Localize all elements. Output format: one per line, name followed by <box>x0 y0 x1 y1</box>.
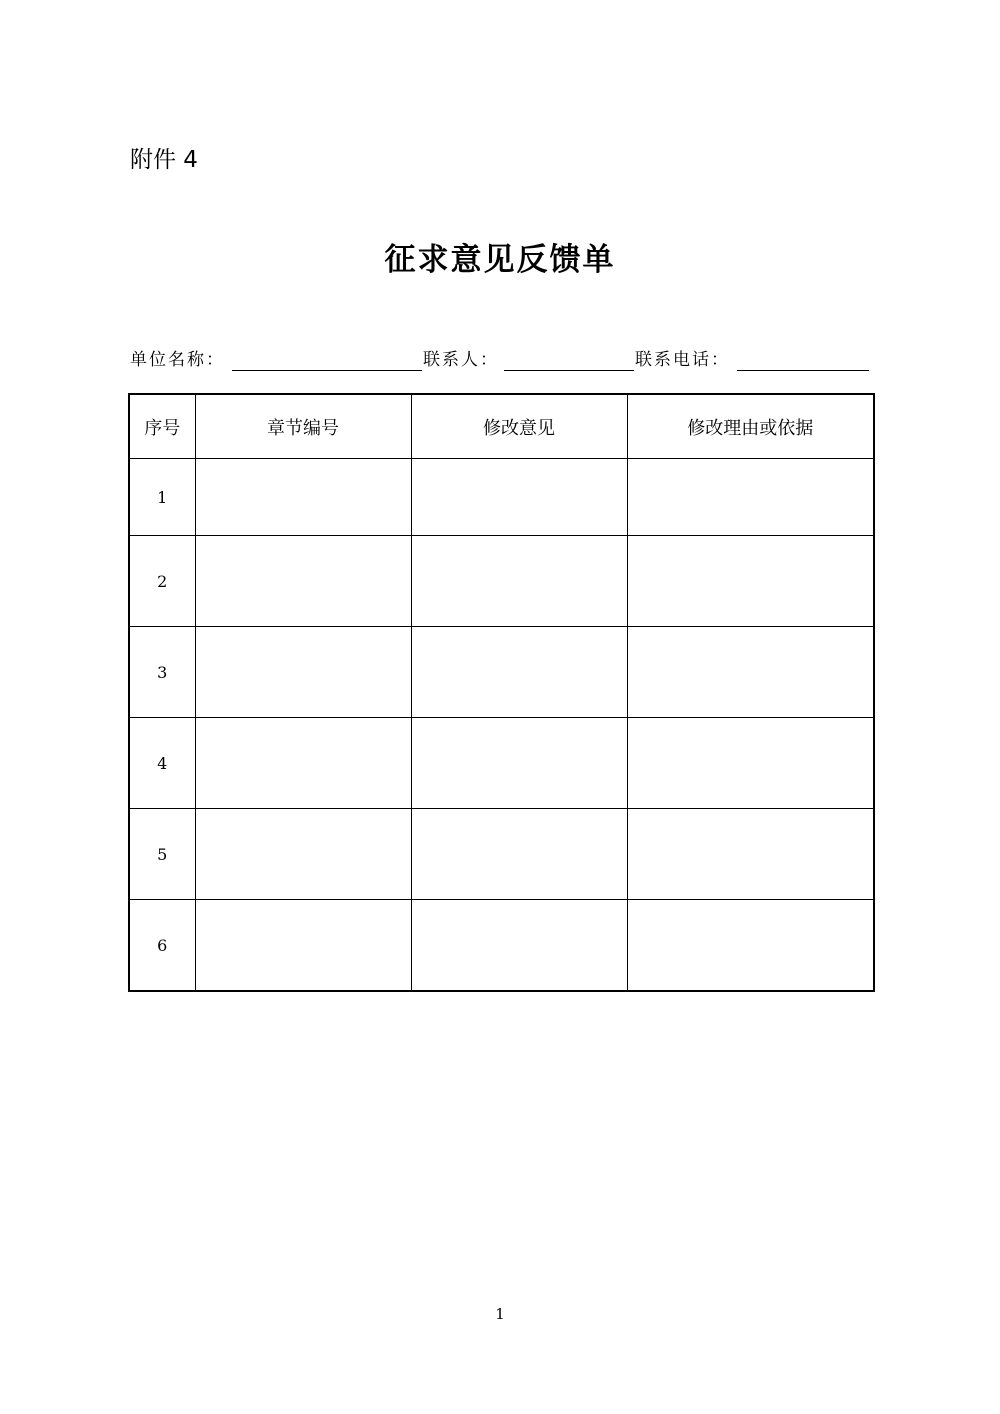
row-number: 5 <box>129 809 195 900</box>
page-title: 征求意见反馈单 <box>384 242 616 278</box>
row-number: 4 <box>129 718 195 809</box>
section-number-cell[interactable] <box>195 900 411 992</box>
table-row <box>129 809 874 900</box>
page-number: 1 <box>495 1305 505 1323</box>
revision-reason-cell[interactable] <box>627 900 874 992</box>
revision-reason-cell[interactable] <box>627 809 874 900</box>
section-number-cell[interactable] <box>195 536 411 627</box>
revision-reason-cell[interactable] <box>627 718 874 809</box>
contact-info-line <box>130 346 870 374</box>
row-number: 3 <box>129 627 195 718</box>
header-revision-opinion: 修改意见 <box>411 394 627 459</box>
table-row <box>129 718 874 809</box>
revision-opinion-cell[interactable] <box>411 536 627 627</box>
row-number: 2 <box>129 536 195 627</box>
revision-opinion-cell[interactable] <box>411 809 627 900</box>
phone-blank[interactable] <box>737 370 869 371</box>
revision-reason-cell[interactable] <box>627 459 874 536</box>
contact-person-label: 联系人： <box>423 350 499 370</box>
revision-opinion-cell[interactable] <box>411 900 627 992</box>
revision-reason-cell[interactable] <box>627 627 874 718</box>
table-row <box>129 459 874 536</box>
header-serial-number: 序号 <box>129 394 195 459</box>
header-revision-reason: 修改理由或依据 <box>627 394 874 459</box>
row-number: 6 <box>129 900 195 992</box>
header-section-number: 章节编号 <box>195 394 411 459</box>
unit-name-label: 单位名称： <box>130 350 225 370</box>
contact-person-blank[interactable] <box>504 370 634 371</box>
table-header-row <box>129 394 874 459</box>
revision-opinion-cell[interactable] <box>411 718 627 809</box>
feedback-table <box>128 393 875 992</box>
table-row <box>129 627 874 718</box>
section-number-cell[interactable] <box>195 459 411 536</box>
table-row <box>129 536 874 627</box>
revision-opinion-cell[interactable] <box>411 627 627 718</box>
section-number-cell[interactable] <box>195 627 411 718</box>
revision-opinion-cell[interactable] <box>411 459 627 536</box>
attachment-label: 附件 4 <box>130 147 198 173</box>
section-number-cell[interactable] <box>195 718 411 809</box>
table-row <box>129 900 874 992</box>
revision-reason-cell[interactable] <box>627 536 874 627</box>
unit-name-blank[interactable] <box>232 370 422 371</box>
row-number: 1 <box>129 459 195 536</box>
section-number-cell[interactable] <box>195 809 411 900</box>
phone-label: 联系电话： <box>635 350 730 370</box>
